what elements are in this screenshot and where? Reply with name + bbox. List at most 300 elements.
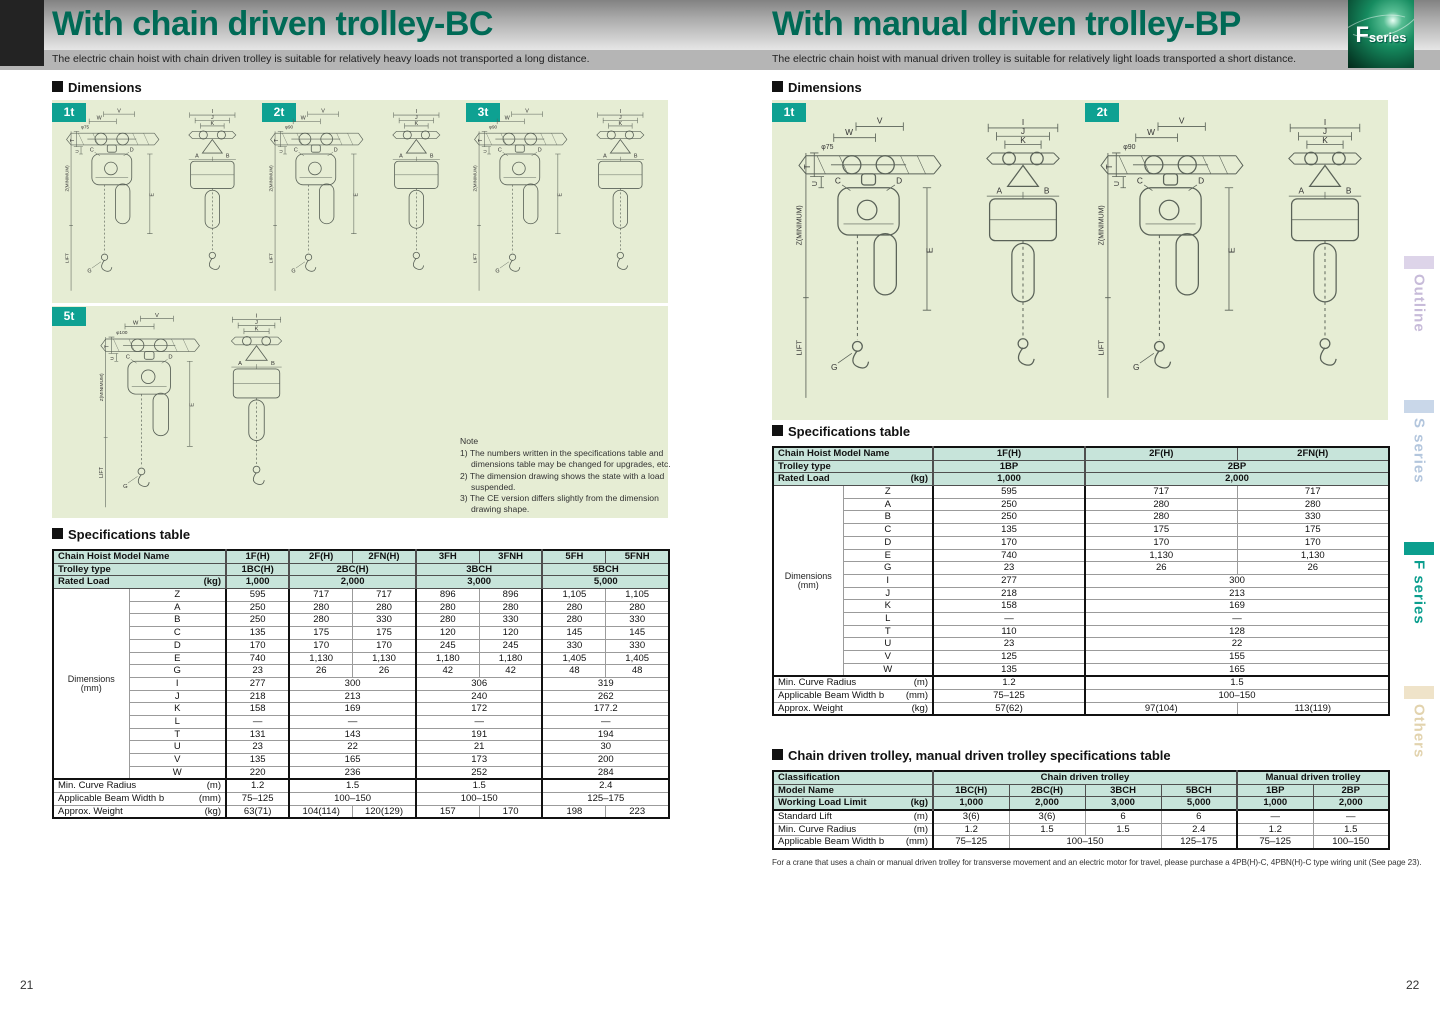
table-row [53,665,669,678]
table-cell: 3BCH [1085,784,1161,797]
svg-text:W: W [845,126,853,137]
table-cell: 2.4 [542,779,669,792]
row-label: Min. Curve Radius (m) [773,823,933,836]
table-cell: 104(114) [289,805,352,818]
table-cell: 717 [289,589,352,602]
table-cell: 2BC(H) [1009,784,1085,797]
svg-text:E: E [189,402,196,407]
table-cell: 1F(H) [933,447,1085,460]
svg-text:B: B [633,153,638,160]
dim-letter: Z [843,486,933,499]
svg-text:K: K [254,326,259,333]
svg-text:V: V [117,108,121,115]
table-cell: 2,000 [1085,473,1389,486]
table-cell: 135 [226,627,289,640]
table-cell: 100–150 [1009,836,1161,849]
dim-letter: E [843,549,933,562]
table-cell: 135 [933,524,1085,537]
trolley-footnote: For a crane that uses a chain or manual driven trolley for transverse movement and an electric motor for travel, please purchase a 4PB(H)-C, 4PBN(H)-C type wiring unit (See page 23). [772,858,1422,867]
table-row [53,728,669,741]
svg-text:D: D [896,175,903,186]
table-cell: 2FN(H) [353,550,416,563]
table-cell: 26 [353,665,416,678]
table-cell: 330 [353,614,416,627]
table-cell: 330 [606,614,669,627]
table-cell: 1,180 [479,652,542,665]
table-cell: Chain driven trolley [933,771,1237,784]
svg-text:LIFT: LIFT [64,253,71,264]
svg-text:A: A [238,361,243,368]
table-row [53,677,669,690]
table-cell: 3BCH [416,563,543,576]
trolley-table [772,770,1388,850]
svg-text:U: U [278,149,284,153]
table-cell: 175 [289,627,352,640]
dim-letter: J [843,587,933,600]
table-row [773,676,1389,689]
table-cell: 2,000 [1009,797,1085,810]
svg-text:V: V [525,108,529,115]
table-cell: 896 [479,589,542,602]
table-cell: 218 [933,587,1085,600]
svg-text:C: C [125,354,131,361]
table-row [53,550,669,563]
table-cell: 717 [353,589,416,602]
tab-f-series[interactable] [1404,542,1434,625]
svg-text:Z(MINIMUM): Z(MINIMUM) [268,165,274,192]
table-cell: 896 [416,589,479,602]
table-cell: 240 [416,690,543,703]
dim-letter: K [129,703,226,716]
svg-text:D: D [168,354,173,361]
table-cell: 170 [933,536,1085,549]
table-cell: 5,000 [1161,797,1237,810]
svg-text:J: J [1322,126,1328,137]
table-cell: 170 [1085,536,1237,549]
svg-text:LIFT: LIFT [98,467,105,478]
dims-group-label: Dimensions (mm) [773,486,843,677]
table-cell: 277 [933,574,1085,587]
svg-text:LIFT: LIFT [472,253,479,264]
table-cell: 145 [606,627,669,640]
table-cell: — [1237,810,1313,823]
table-cell: 26 [1085,562,1237,575]
table-cell: 200 [542,754,669,767]
svg-text:I: I [1323,117,1327,128]
table-cell: 175 [1085,524,1237,537]
svg-text:LIFT: LIFT [268,253,275,264]
table-row [773,524,1389,537]
tab-label: Outline [1410,274,1428,333]
svg-text:K: K [210,121,215,128]
table-cell: 2.4 [1161,823,1237,836]
table-row [53,779,669,792]
table-cell: 1BC(H) [933,784,1009,797]
dim-letter: U [129,741,226,754]
table-cell: 1.2 [1237,823,1313,836]
table-cell: 48 [542,665,605,678]
tab-s-series[interactable] [1404,400,1434,484]
table-cell: 110 [933,625,1085,638]
table-cell: 170 [1237,536,1389,549]
svg-text:C: C [293,147,298,154]
square-bullet-icon [772,425,783,436]
table-cell: 300 [289,677,416,690]
table-row [773,625,1389,638]
svg-text:K: K [618,121,623,128]
hoist-drawing [1094,114,1389,414]
row-label: Min. Curve Radius (m) [53,779,226,792]
svg-text:G: G [1132,362,1140,373]
table-cell: 2FN(H) [1237,447,1389,460]
table-cell: 1,105 [606,589,669,602]
table-row [53,589,669,602]
table-cell: 6 [1085,810,1161,823]
page-number-left: 21 [20,978,34,992]
tab-label: F series [1410,560,1428,625]
svg-text:V: V [321,108,325,115]
svg-text:φ75: φ75 [821,143,834,151]
table-row [53,652,669,665]
table-cell: 280 [416,601,479,614]
table-cell: 5FNH [606,550,669,563]
svg-text:LIFT: LIFT [1096,339,1106,356]
table-cell: 131 [226,728,289,741]
table-cell: 26 [1237,562,1389,575]
table-cell: 1.2 [933,676,1085,689]
table-row [773,562,1389,575]
table-row [773,784,1389,797]
hoist-drawing [62,106,254,303]
svg-text:W: W [1147,126,1155,137]
svg-text:G: G [123,483,128,490]
svg-text:A: A [399,153,403,160]
row-label: Chain Hoist Model Name [53,550,226,563]
table-row [53,754,669,767]
svg-text:B: B [1345,185,1352,196]
table-cell: 22 [1085,638,1389,651]
table-cell: 280 [1237,498,1389,511]
square-bullet-icon [772,81,783,92]
table-cell: 3(6) [933,810,1009,823]
table-cell: 57(62) [933,702,1085,715]
table-cell: 169 [289,703,416,716]
table-cell: 2F(H) [289,550,352,563]
dim-letter: Z [129,589,226,602]
table-cell: 1.2 [226,779,289,792]
table-cell: 172 [416,703,543,716]
svg-text:E: E [1226,247,1237,254]
svg-text:E: E [557,192,564,197]
table-cell: 3FH [416,550,479,563]
table-cell: 1F(H) [226,550,289,563]
row-label: Applicable Beam Width b (mm) [773,836,933,849]
tab-outline[interactable] [1404,256,1434,333]
dim-letter: G [843,562,933,575]
svg-text:J: J [255,320,258,327]
svg-text:Z(MINIMUM): Z(MINIMUM) [64,165,70,192]
svg-text:W: W [96,115,102,122]
table-cell: 3,000 [416,576,543,589]
table-cell: 280 [289,614,352,627]
table-cell: 1,130 [289,652,352,665]
svg-text:φ75: φ75 [81,124,89,130]
table-row [53,601,669,614]
svg-text:I: I [211,109,214,116]
tab-color-bar [1404,400,1434,413]
svg-text:W: W [504,115,510,122]
table-cell: 175 [1237,524,1389,537]
table-cell: 158 [933,600,1085,613]
svg-text:U: U [1114,181,1122,187]
row-label: Min. Curve Radius (m) [773,676,933,689]
spec-table-right [772,446,1388,716]
table-cell: 1,000 [226,576,289,589]
table-cell: 280 [289,601,352,614]
table-row [773,663,1389,676]
table-cell: 120 [416,627,479,640]
table-row [53,627,669,640]
table-row [773,511,1389,524]
dim-letter: D [129,639,226,652]
svg-text:U: U [74,149,80,153]
svg-text:G: G [830,362,838,373]
table-row [773,638,1389,651]
table-row [773,574,1389,587]
table-row [773,836,1389,849]
table-cell: 1.5 [416,779,543,792]
table-cell: 3FNH [479,550,542,563]
table-cell: 1,130 [1085,549,1237,562]
table-cell: 1,130 [1237,549,1389,562]
dim-letter: W [129,766,226,779]
svg-text:B: B [429,153,434,160]
svg-text:T: T [802,164,813,170]
capacity-badge: 3t [466,103,500,122]
table-row [773,612,1389,625]
dim-letter: A [129,601,226,614]
svg-text:T: T [477,138,484,143]
table-cell: 3(6) [1009,810,1085,823]
table-cell: 169 [1085,600,1389,613]
table-cell: 330 [542,639,605,652]
table-cell: 213 [289,690,416,703]
spec-heading-right: Specifications table [772,424,910,439]
square-bullet-icon [52,81,63,92]
table-cell: — [542,715,669,728]
table-row [773,486,1389,499]
table-cell: 170 [479,805,542,818]
table-cell: 1.5 [1009,823,1085,836]
table-cell: 3,000 [1085,797,1161,810]
table-cell: 213 [1085,587,1389,600]
svg-text:Z(MINIMUM): Z(MINIMUM) [472,165,478,192]
table-cell: 135 [226,754,289,767]
svg-text:D: D [333,147,338,154]
table-cell: 595 [226,589,289,602]
table-cell: 1,000 [1237,797,1313,810]
hoist-drawing [96,310,301,520]
table-cell: 1,130 [353,652,416,665]
table-cell: 2BP [1085,460,1389,473]
table-cell: 23 [933,562,1085,575]
svg-text:Z(MINIMUM): Z(MINIMUM) [1098,205,1106,246]
dim-letter: I [843,574,933,587]
table-cell: 1BP [933,460,1085,473]
svg-text:LIFT: LIFT [794,339,804,356]
table-cell: 2BC(H) [289,563,416,576]
table-cell: 155 [1085,651,1389,664]
table-cell: 175 [353,627,416,640]
svg-text:T: T [1104,164,1115,170]
svg-text:B: B [225,153,230,160]
svg-text:G: G [291,268,296,275]
table-cell: 198 [542,805,605,818]
table-row [53,703,669,716]
table-cell: 135 [933,663,1085,676]
table-row [773,690,1389,703]
svg-text:A: A [996,185,1003,196]
svg-text:C: C [89,147,94,154]
table-cell: 2BP [1313,784,1389,797]
square-bullet-icon [52,528,63,539]
table-cell: 5,000 [542,576,669,589]
table-cell: 1BP [1237,784,1313,797]
table-cell: 1,000 [933,473,1085,486]
svg-text:V: V [876,115,883,126]
table-row [773,651,1389,664]
table-cell: 100–150 [289,793,416,806]
table-cell: 245 [416,639,479,652]
svg-text:T: T [104,344,111,349]
table-cell: 1,405 [606,652,669,665]
dim-letter: T [843,625,933,638]
table-cell: 100–150 [1313,836,1389,849]
table-cell: 97(104) [1085,702,1237,715]
dim-letter: V [843,651,933,664]
svg-text:U: U [812,181,820,187]
svg-text:J: J [414,115,418,122]
table-row [773,460,1389,473]
table-cell: 280 [606,601,669,614]
dimensions-panel-right [772,100,1388,420]
table-cell: 22 [289,741,416,754]
row-label: Classification [773,771,933,784]
table-cell: 75–125 [1237,836,1313,849]
hoist-drawing [470,106,662,303]
table-cell: 128 [1085,625,1389,638]
dim-letter: E [129,652,226,665]
table-cell: 280 [353,601,416,614]
f-series-logo-label: Fseries [1355,22,1407,47]
table-cell: 63(71) [226,805,289,818]
svg-text:G: G [87,268,92,275]
dim-letter: L [129,715,226,728]
spec-heading-left: Specifications table [52,527,190,542]
table-cell: 277 [226,677,289,690]
capacity-badge: 1t [772,103,806,122]
table-cell: 306 [416,677,543,690]
table-row [53,690,669,703]
table-cell: 100–150 [1085,690,1389,703]
table-cell: 23 [933,638,1085,651]
svg-text:Z(MINIMUM): Z(MINIMUM) [99,373,105,402]
table-cell: 280 [416,614,479,627]
page-subtitle-right: The electric chain hoist with manual driven trolley is suitable for relatively light loads transported a short distance. [772,53,1297,65]
table-cell: 125–175 [1161,836,1237,849]
dim-letter: B [129,614,226,627]
svg-text:I: I [1021,117,1025,128]
table-cell: 26 [289,665,352,678]
table-cell: 218 [226,690,289,703]
table-cell: 220 [226,766,289,779]
table-cell: 280 [1085,511,1237,524]
table-row [773,823,1389,836]
svg-text:U: U [482,149,488,153]
svg-text:C: C [834,175,841,186]
dim-letter: L [843,612,933,625]
table-cell: 120 [479,627,542,640]
table-row [773,810,1389,823]
table-cell: 1,180 [416,652,479,665]
table-row [773,536,1389,549]
dim-letter: G [129,665,226,678]
dim-letter: V [129,754,226,767]
tab-label: Others [1410,704,1428,759]
table-row [53,614,669,627]
table-cell: 1.2 [933,823,1009,836]
page-title-left: With chain driven trolley-BC [52,5,493,43]
svg-text:A: A [1298,185,1305,196]
table-cell: — [416,715,543,728]
svg-text:V: V [154,312,159,319]
page-subtitle-left: The electric chain hoist with chain driven trolley is suitable for relatively heavy loads not transported a long distance. [52,53,590,65]
table-cell: 284 [542,766,669,779]
dim-letter: T [129,728,226,741]
tab-color-bar [1404,686,1434,699]
note-item: 1) The numbers written in the specifications table and dimensions table may be changed for upgrades, etc. [460,448,671,470]
table-cell: 1.5 [1085,823,1161,836]
table-cell: — [1313,810,1389,823]
tab-others[interactable] [1404,686,1434,758]
note-item: 3) The CE version differs slightly from the dimension drawing shape. [460,492,659,515]
table-cell: 2,000 [289,576,416,589]
svg-text:E: E [924,247,935,254]
table-cell: — [933,612,1085,625]
table-cell: 170 [353,639,416,652]
table-cell: — [289,715,416,728]
table-cell: 236 [289,766,416,779]
table-cell: — [226,715,289,728]
square-bullet-icon [772,749,783,760]
table-row [773,473,1389,486]
svg-text:J: J [1020,126,1026,137]
svg-text:B: B [1043,185,1050,196]
table-cell: 125–175 [542,793,669,806]
spec-table-left [52,549,668,819]
svg-text:C: C [497,147,502,154]
table-cell: 740 [226,652,289,665]
svg-text:K: K [414,121,419,128]
note-item: 2) The dimension drawing shows the state with a load suspended. [460,470,665,492]
dimensions-heading-left: Dimensions [52,80,142,95]
svg-text:φ90: φ90 [1123,143,1136,151]
svg-text:K: K [1020,135,1026,146]
table-cell: 740 [933,549,1085,562]
table-row [773,549,1389,562]
page-number-right: 22 [1406,978,1420,992]
svg-text:I: I [255,313,258,320]
